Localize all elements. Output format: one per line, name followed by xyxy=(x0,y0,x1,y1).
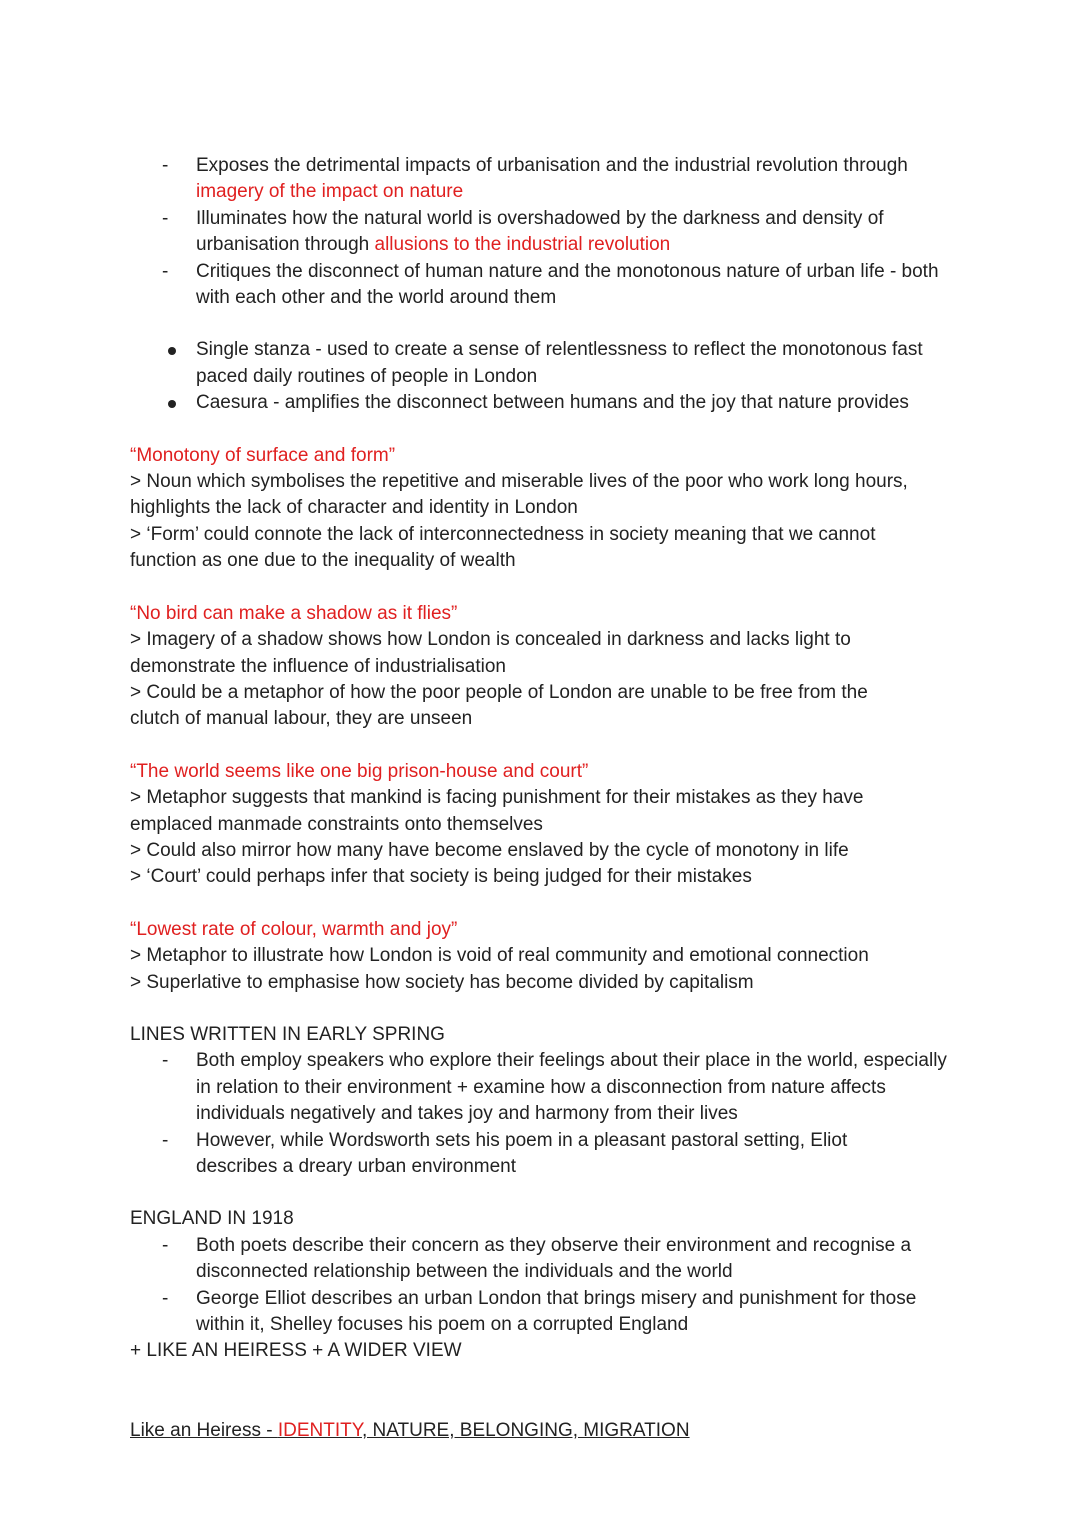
theme-identity: IDENTITY xyxy=(277,1419,362,1441)
intro-point: - Exposes the detrimental impacts of urbanisation and the industrial revolution through imagery of the impact on nature xyxy=(130,153,960,206)
notes-page xyxy=(130,153,960,1444)
quote-note: > Could be a metaphor of how the poor people of London are unable to be free from the clutch of manual labour, they are unseen xyxy=(130,681,868,730)
quote-note: > Metaphor suggests that mankind is facing punishment for their mistakes as they have emplaced manmade constraints onto themselves xyxy=(130,787,864,835)
next-poem-heading: Like an Heiress - IDENTITY, NATURE, BELONGING, MIGRATION xyxy=(130,1419,690,1441)
comparison-title: ENGLAND IN 1918 xyxy=(130,1208,294,1230)
quote-block xyxy=(130,759,960,891)
form-point: Caesura - amplifies the disconnect between humans and the joy that nature provides xyxy=(130,390,960,416)
quote-block xyxy=(130,917,960,996)
quote-note: > Imagery of a shadow shows how London is concealed in darkness and lacks light to demonstrate the influence of industrialisation xyxy=(130,629,851,677)
comparison-points xyxy=(130,1233,960,1339)
comparison-point: - Both poets describe their concern as they observe their environment and recognise a disconnected relationship between the individuals and the world xyxy=(130,1233,960,1286)
quote-block xyxy=(130,601,960,733)
quote: “Monotony of surface and form” xyxy=(130,444,396,466)
quote-note: > Metaphor to illustrate how London is void of real community and emotional connection xyxy=(130,945,869,967)
comparison-point: - However, while Wordsworth sets his poem in a pleasant pastoral setting, Eliot describes a dreary urban environment xyxy=(130,1128,960,1181)
quote-note: > Noun which symbolises the repetitive and miserable lives of the poor who work long hours, highlights the lack of character and identity in London xyxy=(130,471,908,519)
quote-block xyxy=(130,443,960,575)
comparison-block xyxy=(130,1206,960,1364)
comparison-title: LINES WRITTEN IN EARLY SPRING xyxy=(130,1023,445,1045)
intro-points-list xyxy=(130,153,960,311)
quote-note: > ‘Court’ could perhaps infer that society is being judged for their mistakes xyxy=(130,866,752,888)
also-compare: + LIKE AN HEIRESS + A WIDER VIEW xyxy=(130,1340,462,1362)
form-point: Single stanza - used to create a sense of relentlessness to reflect the monotonous fast paced daily routines of people in London xyxy=(130,337,960,390)
form-points-list xyxy=(130,337,960,416)
quote: “The world seems like one big prison-house and court” xyxy=(130,760,589,782)
quote-note: > Superlative to emphasise how society has become divided by capitalism xyxy=(130,971,754,993)
quote-note: > ‘Form’ could connote the lack of interconnectedness in society meaning that we cannot function as one due to the inequality of wealth xyxy=(130,523,876,572)
comparison-point: - George Elliot describes an urban London that brings misery and punishment for those within it, Shelley focuses his poem on a corrupted England xyxy=(130,1286,960,1339)
quote-note: > Could also mirror how many have become enslaved by the cycle of monotony in life xyxy=(130,839,849,861)
comparison-block xyxy=(130,1022,960,1180)
comparison-points xyxy=(130,1048,960,1180)
intro-point: - Illuminates how the natural world is overshadowed by the darkness and density of urbanisation through allusions to the industrial revolution xyxy=(130,206,960,259)
quote: “No bird can make a shadow as it flies” xyxy=(130,602,458,624)
comparison-point: - Both employ speakers who explore their feelings about their place in the world, especially in relation to their environment + examine how a disconnection from nature affects individuals negatively and takes joy and harmony from their lives xyxy=(130,1048,960,1127)
intro-point: - Critiques the disconnect of human nature and the monotonous nature of urban life - both with each other and the world around them xyxy=(130,259,960,312)
quote: “Lowest rate of colour, warmth and joy” xyxy=(130,918,458,940)
